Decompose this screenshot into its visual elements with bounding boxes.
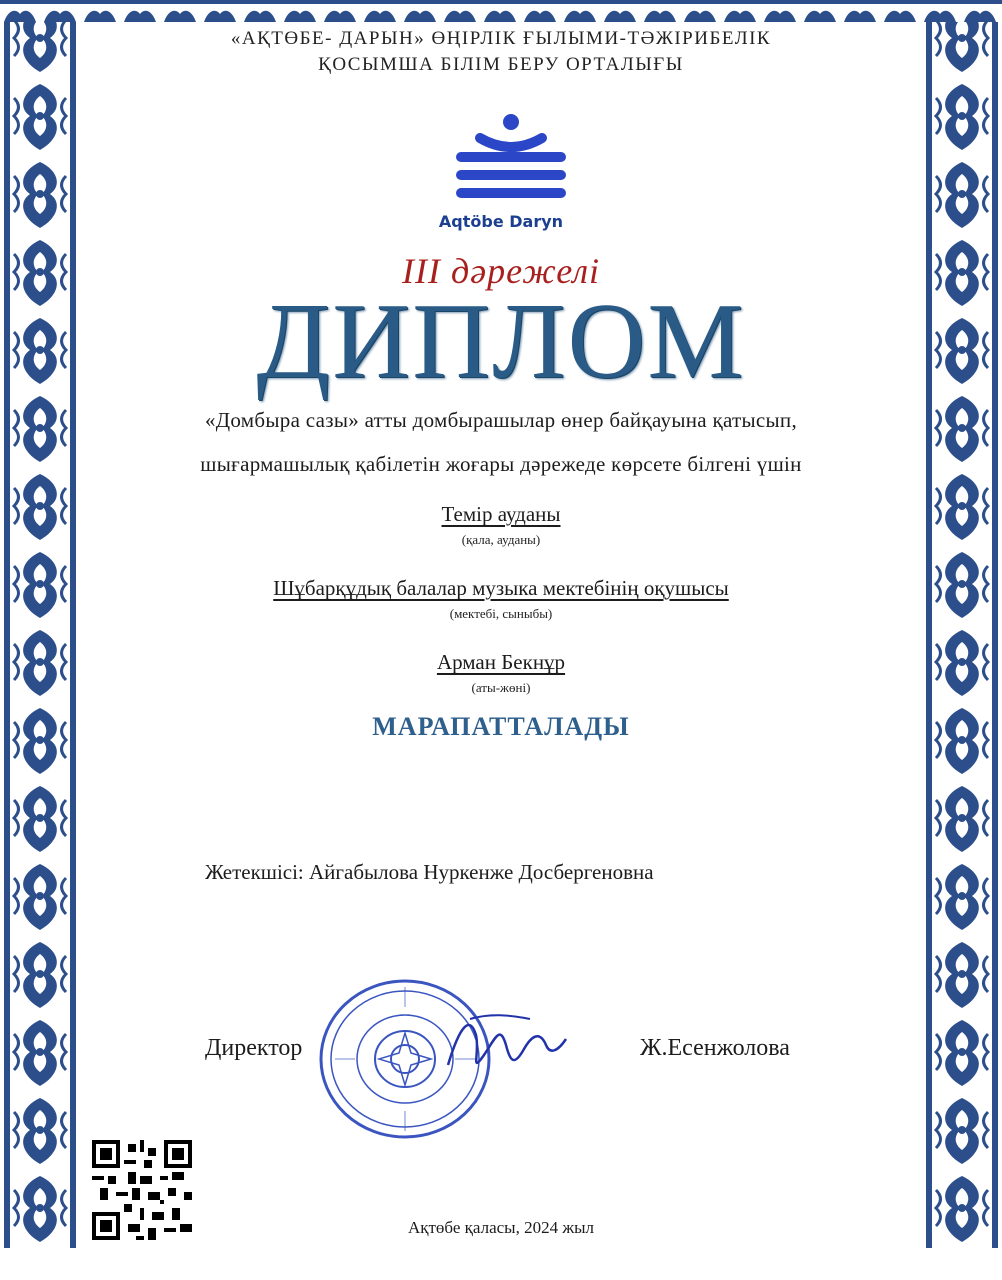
organization-line-2: ҚОСЫМША БІЛІМ БЕРУ ОРТАЛЫҒЫ	[318, 54, 684, 75]
name-caption: (аты-жөні)	[471, 680, 531, 695]
award-text: МАРАПАТТАЛАДЫ	[372, 712, 630, 741]
left-ornament-border	[0, 0, 80, 1248]
organization-line-1: «АҚТӨБЕ- ДАРЫН» ӨҢІРЛІК ҒЫЛЫМИ-ТӘЖІРИБЕЛІК	[230, 28, 772, 49]
top-ornament-border	[0, 0, 1002, 22]
body-line-2: шығармашылық қабілетін жоғары дәрежеде көрсете білгені үшін	[200, 452, 802, 476]
leader-line: Жетекшісі: Айгабылова Нуркенже Досбергеновна	[205, 860, 654, 884]
bottom-strip	[0, 1248, 1002, 1280]
right-ornament-border	[922, 0, 1002, 1248]
school-value: Шұбарқұдық балалар музыка мектебінің оқушысы	[273, 576, 729, 600]
degree-label: III дәрежелі	[401, 251, 601, 291]
body-line-1: «Домбыра сазы» атты домбырашылар өнер байқауына қатысып,	[204, 408, 798, 432]
director-name: Ж.Есенжолова	[640, 1035, 790, 1061]
signature-icon	[440, 1005, 570, 1090]
district-value: Темір ауданы	[441, 502, 561, 526]
school-caption: (мектебі, сыныбы)	[449, 606, 553, 621]
diploma-title: ДИПЛОМ	[256, 282, 746, 401]
recipient-name: Арман Бекнұр	[436, 650, 566, 674]
place-and-year: Ақтөбе қаласы, 2024 жыл	[407, 1218, 595, 1237]
director-label: Директор	[205, 1035, 303, 1061]
logo-caption: Aqtöbe Daryn	[438, 212, 564, 231]
district-caption: (қала, ауданы)	[461, 532, 541, 547]
